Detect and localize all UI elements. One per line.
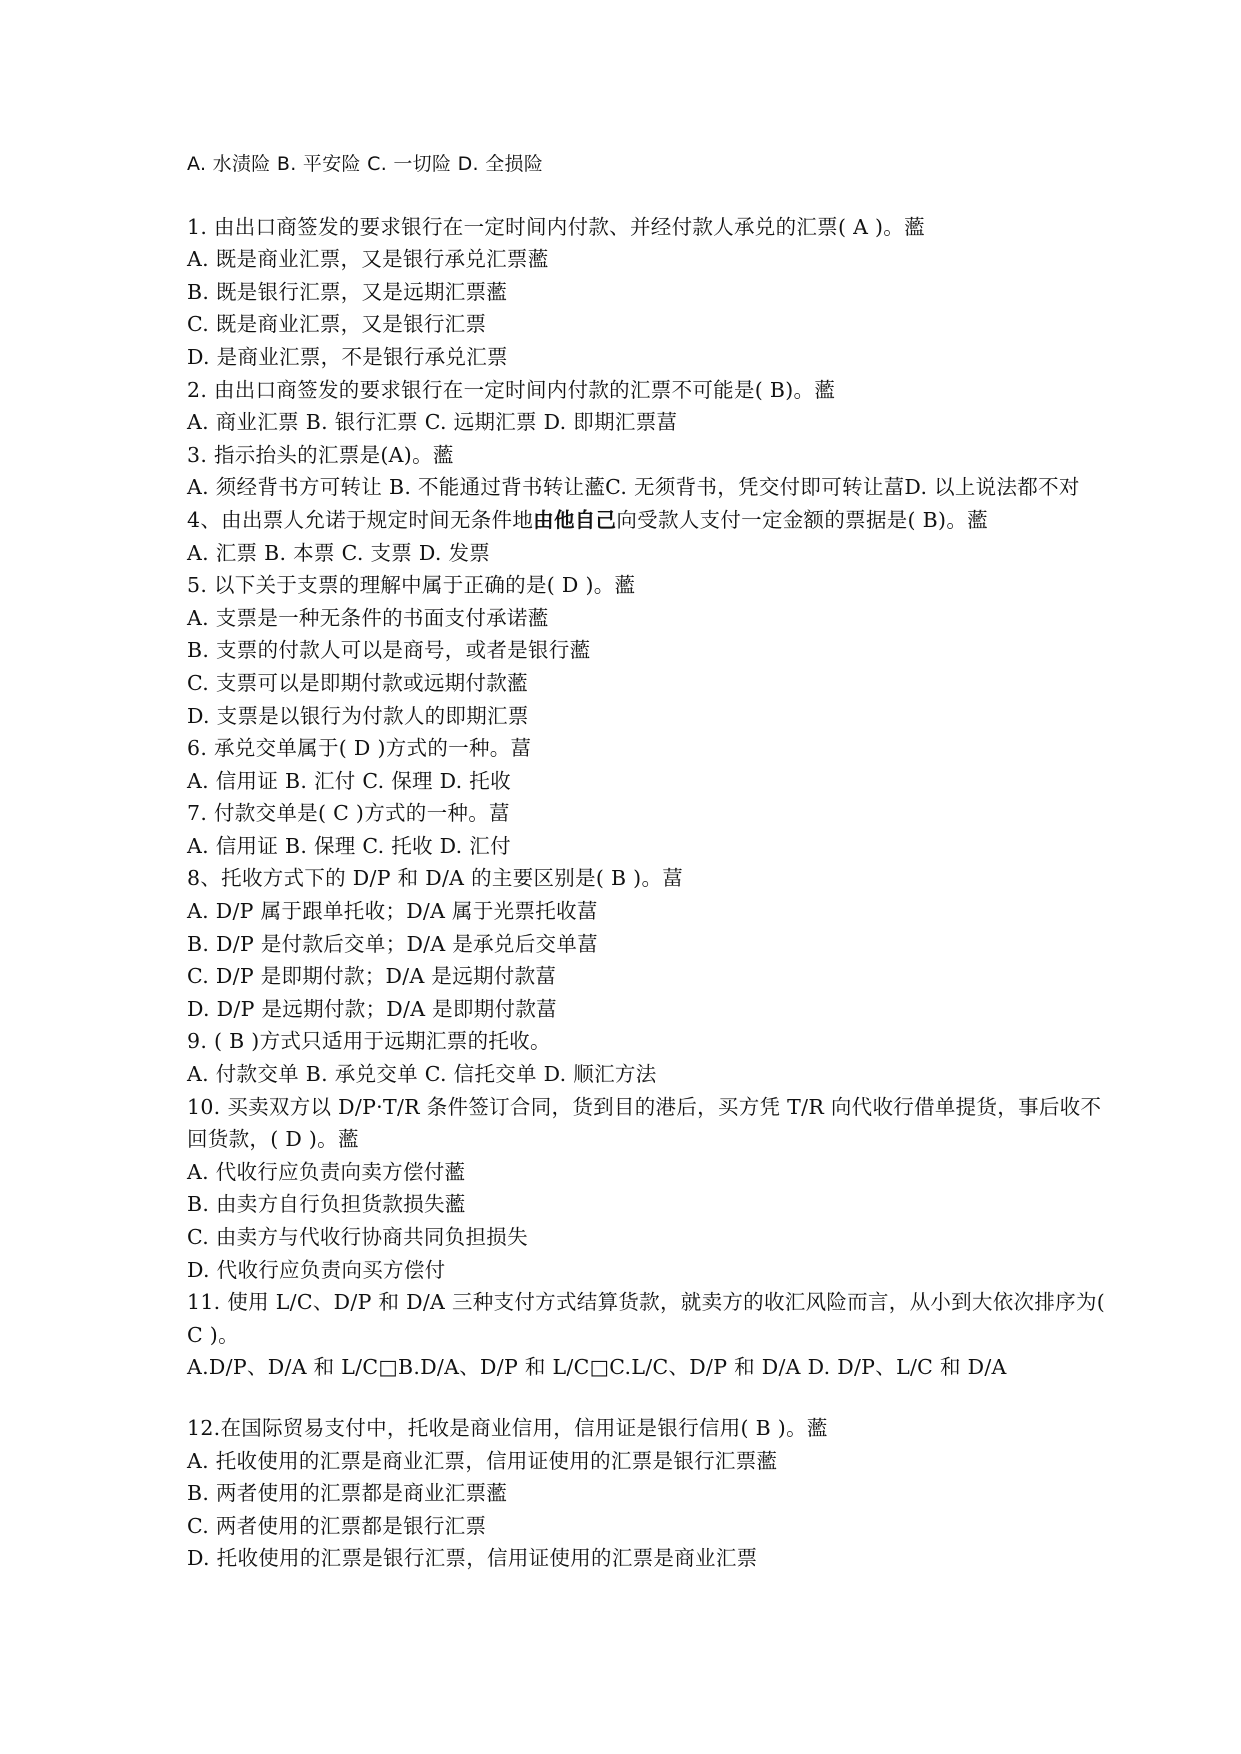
- option-line: A. 既是商业汇票，又是银行承兑汇票蘫: [187, 247, 549, 272]
- question-4-emphasis: 由他自己: [533, 507, 617, 532]
- question-3: 3. 指示抬头的汇票是(A)。蘫: [187, 442, 454, 467]
- option-line: A. 须经背书方可转让 B. 不能通过背书转让蘫C. 无须背书，凭交付即可转让葍D. 以上说法都不对: [187, 475, 1080, 500]
- question-11: 11. 使用 L/C、D/P 和 D/A 三种支付方式结算货款，就卖方的收汇风险而言，从小到大依次排序为( C )。: [187, 1290, 1106, 1347]
- option-line: D. 托收使用的汇票是银行汇票，信用证使用的汇票是商业汇票: [187, 1546, 758, 1571]
- option-line: D. 是商业汇票，不是银行承兑汇票: [187, 344, 508, 369]
- option-line: C. 支票可以是即期付款或远期付款蘫: [187, 670, 528, 695]
- option-line: C. 既是商业汇票，又是银行汇票: [187, 312, 487, 337]
- option-line: A. 支票是一种无条件的书面支付承诺蘫: [187, 605, 549, 630]
- text-line: A. 水渍险 B. 平安险 C. 一切险 D. 全损险: [187, 153, 544, 175]
- question-12: 12.在国际贸易支付中，托收是商业信用，信用证是银行信用( B )。蘫: [187, 1415, 828, 1440]
- option-line: B. 两者使用的汇票都是商业汇票蘫: [187, 1481, 508, 1506]
- option-line: B. 支票的付款人可以是商号，或者是银行蘫: [187, 638, 591, 663]
- question-9: 9. ( B )方式只适用于远期汇票的托收。: [187, 1029, 551, 1054]
- option-line: A. 代收行应负责向卖方偿付蘫: [187, 1159, 466, 1184]
- option-line: A. 信用证 B. 保理 C. 托收 D. 汇付: [187, 833, 511, 858]
- blank-space: [187, 1384, 1107, 1412]
- option-line: A. 托收使用的汇票是商业汇票，信用证使用的汇票是银行汇票蘫: [187, 1448, 778, 1473]
- option-line: C. 两者使用的汇票都是银行汇票: [187, 1513, 487, 1538]
- option-line: A. 汇票 B. 本票 C. 支票 D. 发票: [187, 540, 491, 565]
- question-1: 1. 由出口商签发的要求银行在一定时间内付款、并经付款人承兑的汇票( A )。蘫: [187, 214, 925, 239]
- option-line: C. 由卖方与代收行协商共同负担损失: [187, 1225, 528, 1249]
- option-line: A.D/P、D/A 和 L/C□B.D/A、D/P 和 L/C□C.L/C、D/P 和 D/A D. D/P、L/C 和 D/A: [187, 1355, 1007, 1380]
- option-line: D. 支票是以银行为付款人的即期汇票: [187, 703, 529, 728]
- option-line: A. 信用证 B. 汇付 C. 保理 D. 托收: [187, 768, 511, 793]
- question-4-part-1: 4、由出票人允诺于规定时间无条件地: [187, 507, 534, 532]
- question-5: 5. 以下关于支票的理解中属于正确的是( D )。蘫: [187, 573, 636, 598]
- question-8: 8、托收方式下的 D/P 和 D/A 的主要区别是( B )。葍: [187, 866, 684, 891]
- option-line: B. D/P 是付款后交单；D/A 是承兑后交单葍: [187, 931, 598, 956]
- option-line: A. D/P 属于跟单托收；D/A 属于光票托收葍: [187, 899, 598, 924]
- option-line: A. 付款交单 B. 承兑交单 C. 信托交单 D. 顺汇方法: [187, 1062, 657, 1087]
- blank-space: [187, 181, 1107, 211]
- question-4-part-2: 向受款人支付一定金额的票据是( B)。蘫: [616, 507, 988, 532]
- option-line: D. 代收行应负责向买方偿付: [187, 1257, 446, 1282]
- option-line: B. 由卖方自行负担货款损失蘫: [187, 1192, 466, 1217]
- question-6: 6. 承兑交单属于( D )方式的一种。葍: [187, 736, 532, 761]
- document-page: [187, 148, 1107, 1575]
- question-4: [187, 504, 1107, 537]
- option-line: A. 商业汇票 B. 银行汇票 C. 远期汇票 D. 即期汇票葍: [187, 410, 678, 435]
- question-10: 10. 买卖双方以 D/P·T/R 条件签订合同，货到目的港后，买方凭 T/R 向代收行借单提货，事后收不回货款，( D )。蘫: [187, 1094, 1102, 1152]
- question-7: 7. 付款交单是( C )方式的一种。葍: [187, 801, 510, 826]
- option-line: B. 既是银行汇票，又是远期汇票蘫: [187, 279, 508, 304]
- option-line: C. D/P 是即期付款；D/A 是远期付款葍: [187, 964, 557, 989]
- question-2: 2. 由出口商签发的要求银行在一定时间内付款的汇票不可能是( B)。蘫: [187, 377, 836, 402]
- option-line: D. D/P 是远期付款；D/A 是即期付款葍: [187, 996, 557, 1021]
